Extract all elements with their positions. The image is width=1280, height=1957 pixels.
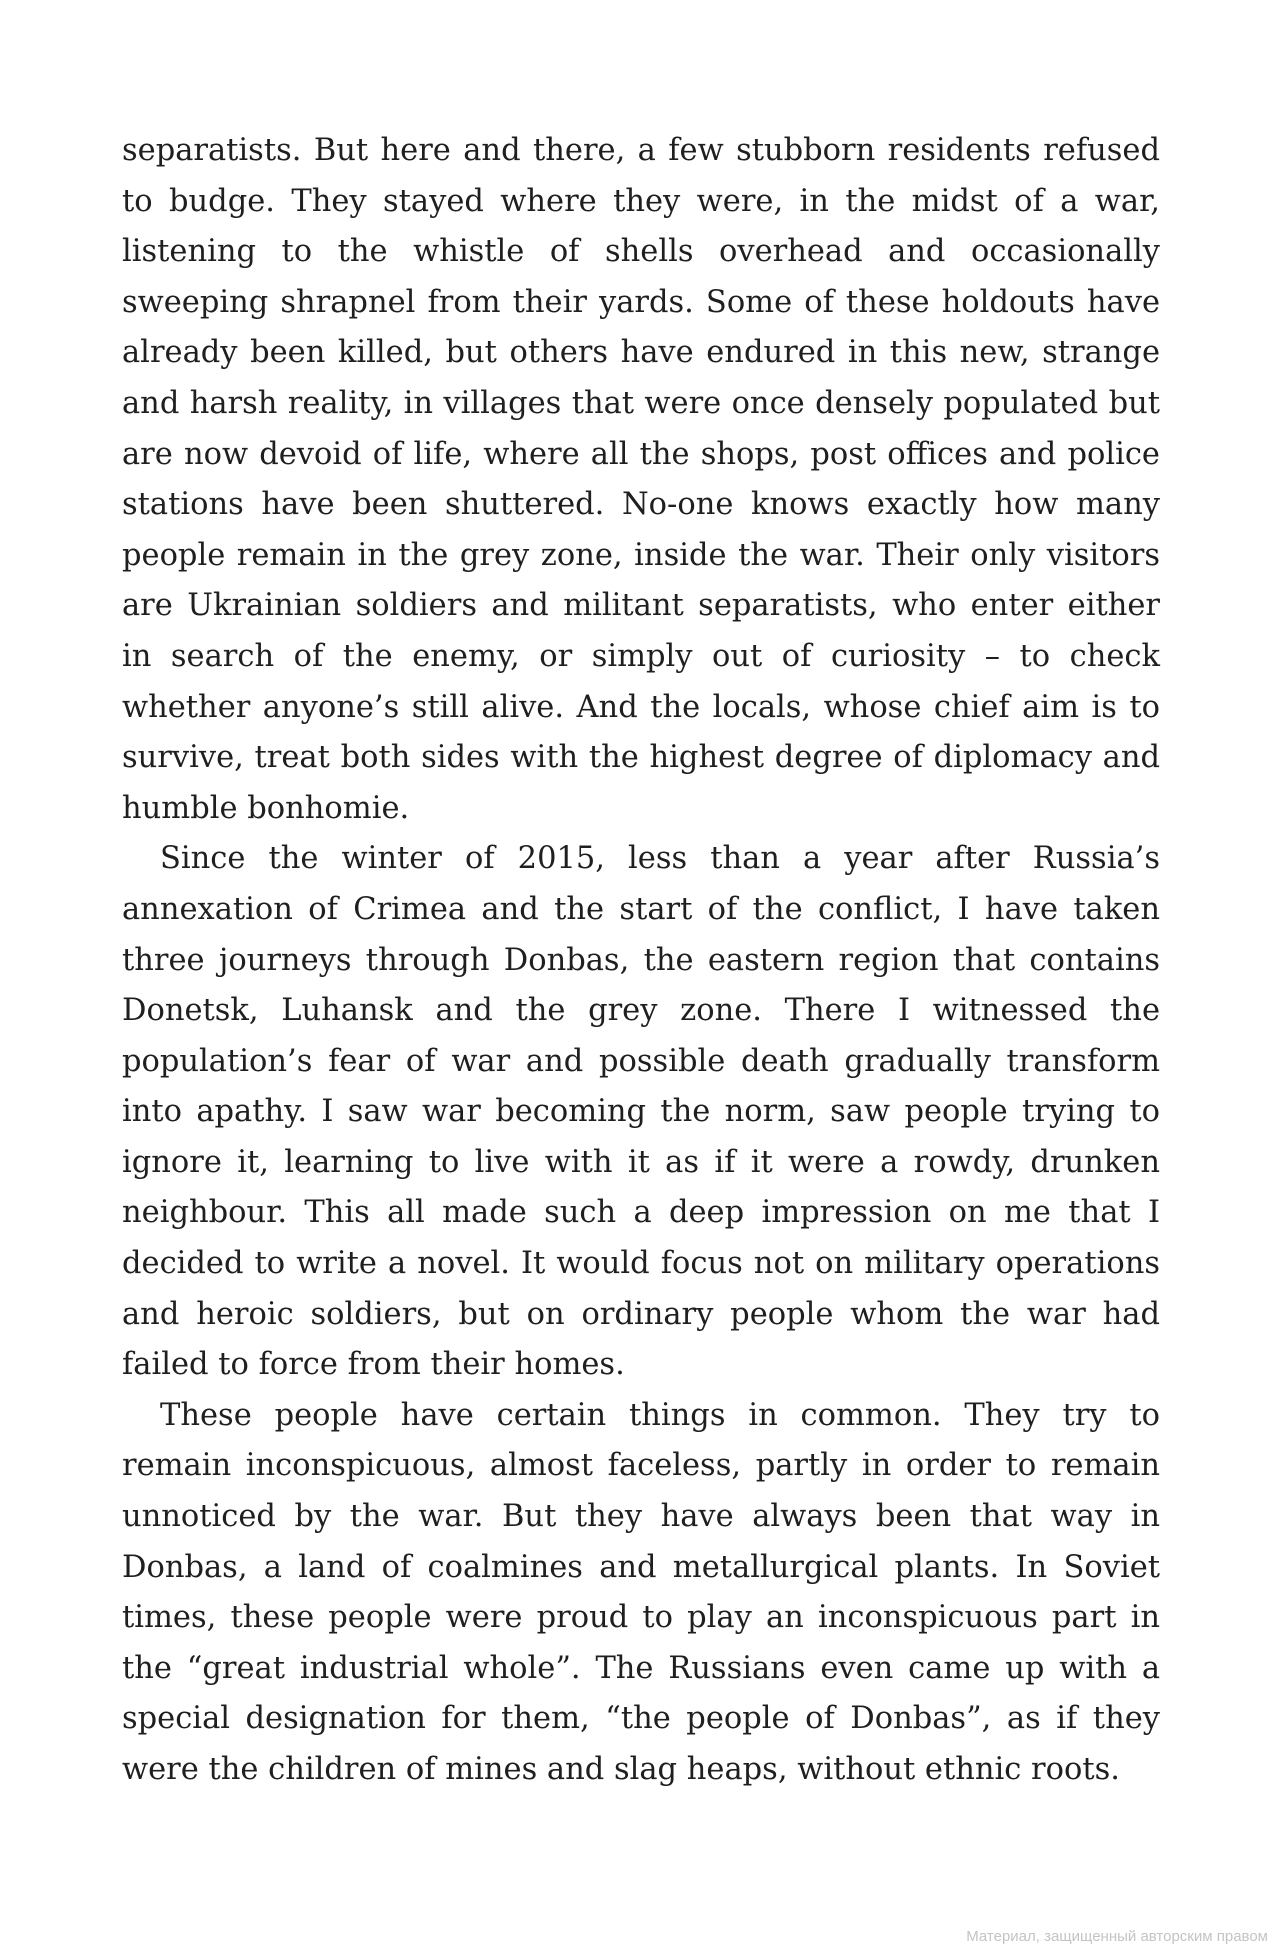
paragraph-2: Since the winter of 2015, less than a year after Russia’s annexation of Crimea and the start of the conflict, I have taken three journeys through Donbas, the eastern region that contains Donetsk, Luhansk and the grey zone. There I witnessed the population’s fear of war and possible death gradually transform into apathy. I saw war becoming the norm, saw people trying to ignore it, learning to live with it as if it were a rowdy, drunken neighbour. This all made such a deep impression on me that I decided to write a novel. It would focus not on military operations and heroic soldiers, but on ordinary people whom the war had failed to force from their homes. [122,841,1160,1383]
paragraph-3: These people have certain things in common. They try to remain inconspicuous, almost faceless, partly in order to remain unnoticed by the war. But they have always been that way in Donbas, a land of coalmines and metallurgical plants. In Soviet times, these people were proud to play an inconspicuous part in the “great industrial whole”. The Russians even came up with a special designation for them, “the people of Donbas”, as if they were the children of mines and slag heaps, without ethnic roots. [122,1397,1160,1787]
copyright-watermark: Материал, защищенный авторским правом [966,1928,1268,1945]
paragraph-1: separatists. But here and there, a few stubborn residents refused to budge. They stayed where they were, in the midst of a war, listening to the whistle of shells overhead and occasionally sweeping shrapnel from their yards. Some of these holdouts have already been killed, but others have endured in this new, strange and harsh reality, in villages that were once densely populated but are now devoid of life, where all the shops, post offices and police stations have been shuttered. No-one knows exactly how many people remain in the grey zone, inside the war. Their only visitors are Ukrainian soldiers and militant separatists, who enter either in search of the enemy, or simply out of curiosity – to check whether anyone’s still alive. And the locals, whose chief aim is to survive, treat both sides with the highest degree of diplomacy and humble bonhomie. [122,133,1160,826]
body-text [122,126,1160,1796]
